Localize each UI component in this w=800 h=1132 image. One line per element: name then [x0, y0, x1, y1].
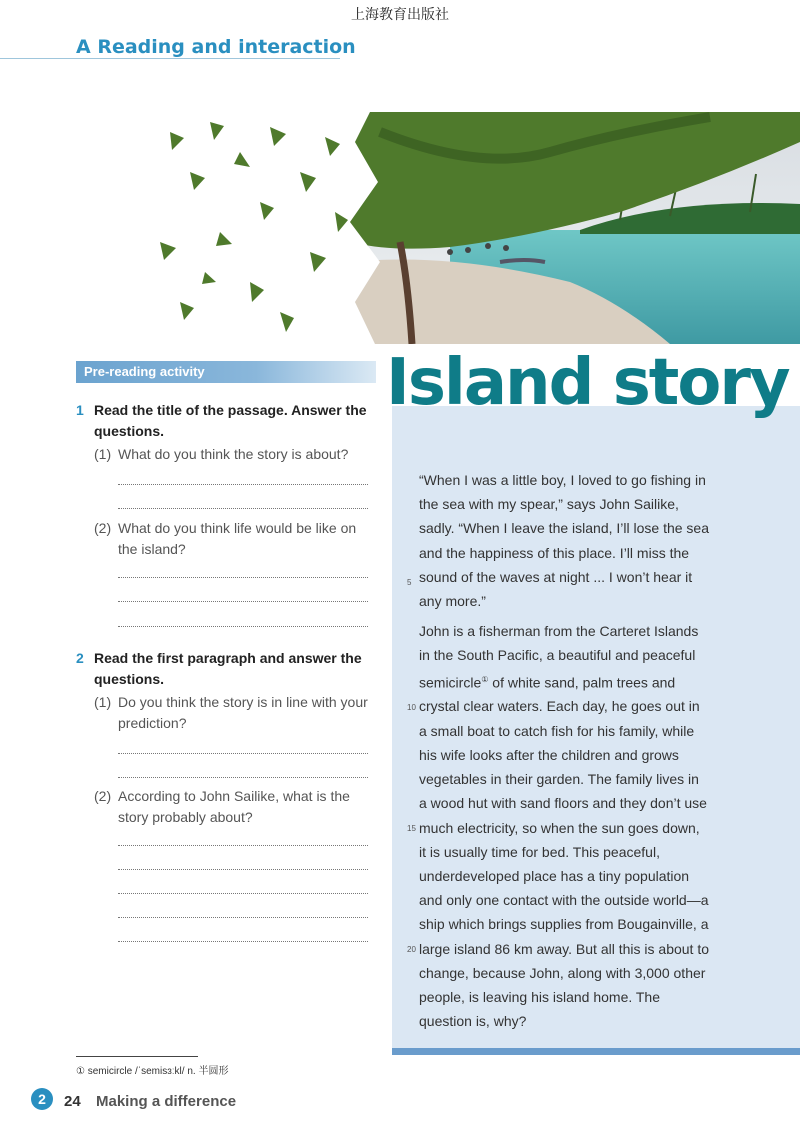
panel-bottom-bar	[392, 1048, 800, 1055]
answer-line[interactable]	[118, 845, 368, 846]
question-2-sub-2-block	[76, 784, 376, 828]
answer-line[interactable]	[118, 508, 368, 509]
publisher-header: 上海教育出版社	[351, 7, 449, 23]
pre-reading-bar	[76, 361, 376, 383]
line-number: 5	[407, 578, 412, 587]
story-paragraph-2: John is a fisherman from the Carteret Islands in the South Pacific, a beautiful and peaceful semicircle① of white sand, palm trees and crystal clear waters. Each day, he goes out in a small boat to catch fish for his family, while his wife looks after the children and grows vegetables in their garden. The family lives in a wood hut with sand floors and they don’t use much electricity, so when the sun goes down, it is usually time for bed. This peaceful, underdeveloped place has a tiny population and only one contact with the outside world—a ship which brings supplies from Bougainville, a large island 86 km away. But all this is about to change, because John, along with 3,000 other people, is leaving his island home. The question is, why?	[419, 623, 710, 1030]
line-number: 20	[407, 945, 416, 954]
question-2-sub-2: (2) According to John Sailike, what is the story probably about?	[94, 788, 350, 825]
answer-line[interactable]	[118, 753, 368, 754]
answer-line[interactable]	[118, 869, 368, 870]
question-1	[76, 400, 376, 465]
story-text	[419, 468, 709, 1033]
question-1-sub-2: (2) What do you think life would be like on the island?	[94, 520, 357, 557]
answer-line[interactable]	[118, 601, 368, 602]
answer-line[interactable]	[118, 626, 368, 627]
answer-line[interactable]	[118, 941, 368, 942]
line-number: 10	[407, 703, 416, 712]
answer-line[interactable]	[118, 777, 368, 778]
line-number: 15	[407, 824, 416, 833]
question-1-text: 1 Read the title of the passage. Answer the questions.	[76, 402, 367, 439]
page-number: 24	[64, 1093, 81, 1110]
unit-title: Making a difference	[96, 1093, 237, 1110]
unit-badge: 2	[31, 1088, 53, 1110]
question-2-sub-1: (1) Do you think the story is in line with your prediction?	[94, 694, 368, 731]
footnote: ① semicircle /ˈsemisɜːkl/ n. 半圆形	[76, 1066, 229, 1077]
footnote-rule	[76, 1056, 198, 1057]
question-2-text: 2 Read the first paragraph and answer the questions.	[76, 650, 362, 687]
answer-line[interactable]	[118, 577, 368, 578]
question-2-number: 2	[76, 650, 84, 666]
story-paragraph-1: “When I was a little boy, I loved to go fishing in the sea with my spear,” says John Sailike, sadly. “When I leave the island, I’ll lose the sea and the happiness of this place. I’ll miss the sound of the waves at night ... I won’t hear it any more.”	[419, 472, 710, 610]
passage-title: Island story	[386, 346, 789, 420]
section-heading: A Reading and interaction	[76, 36, 356, 58]
question-1-sub-1: (1) What do you think the story is about?	[94, 446, 349, 462]
island-photo	[150, 112, 800, 344]
pre-reading-label: Pre-reading activity	[84, 364, 205, 379]
question-1-sub-2-block	[76, 516, 376, 560]
question-1-number: 1	[76, 402, 84, 418]
answer-line[interactable]	[118, 917, 368, 918]
answer-line[interactable]	[118, 893, 368, 894]
question-2	[76, 648, 376, 734]
section-rule	[0, 58, 340, 59]
footnote-marker[interactable]: ①	[481, 674, 489, 684]
answer-line[interactable]	[118, 484, 368, 485]
